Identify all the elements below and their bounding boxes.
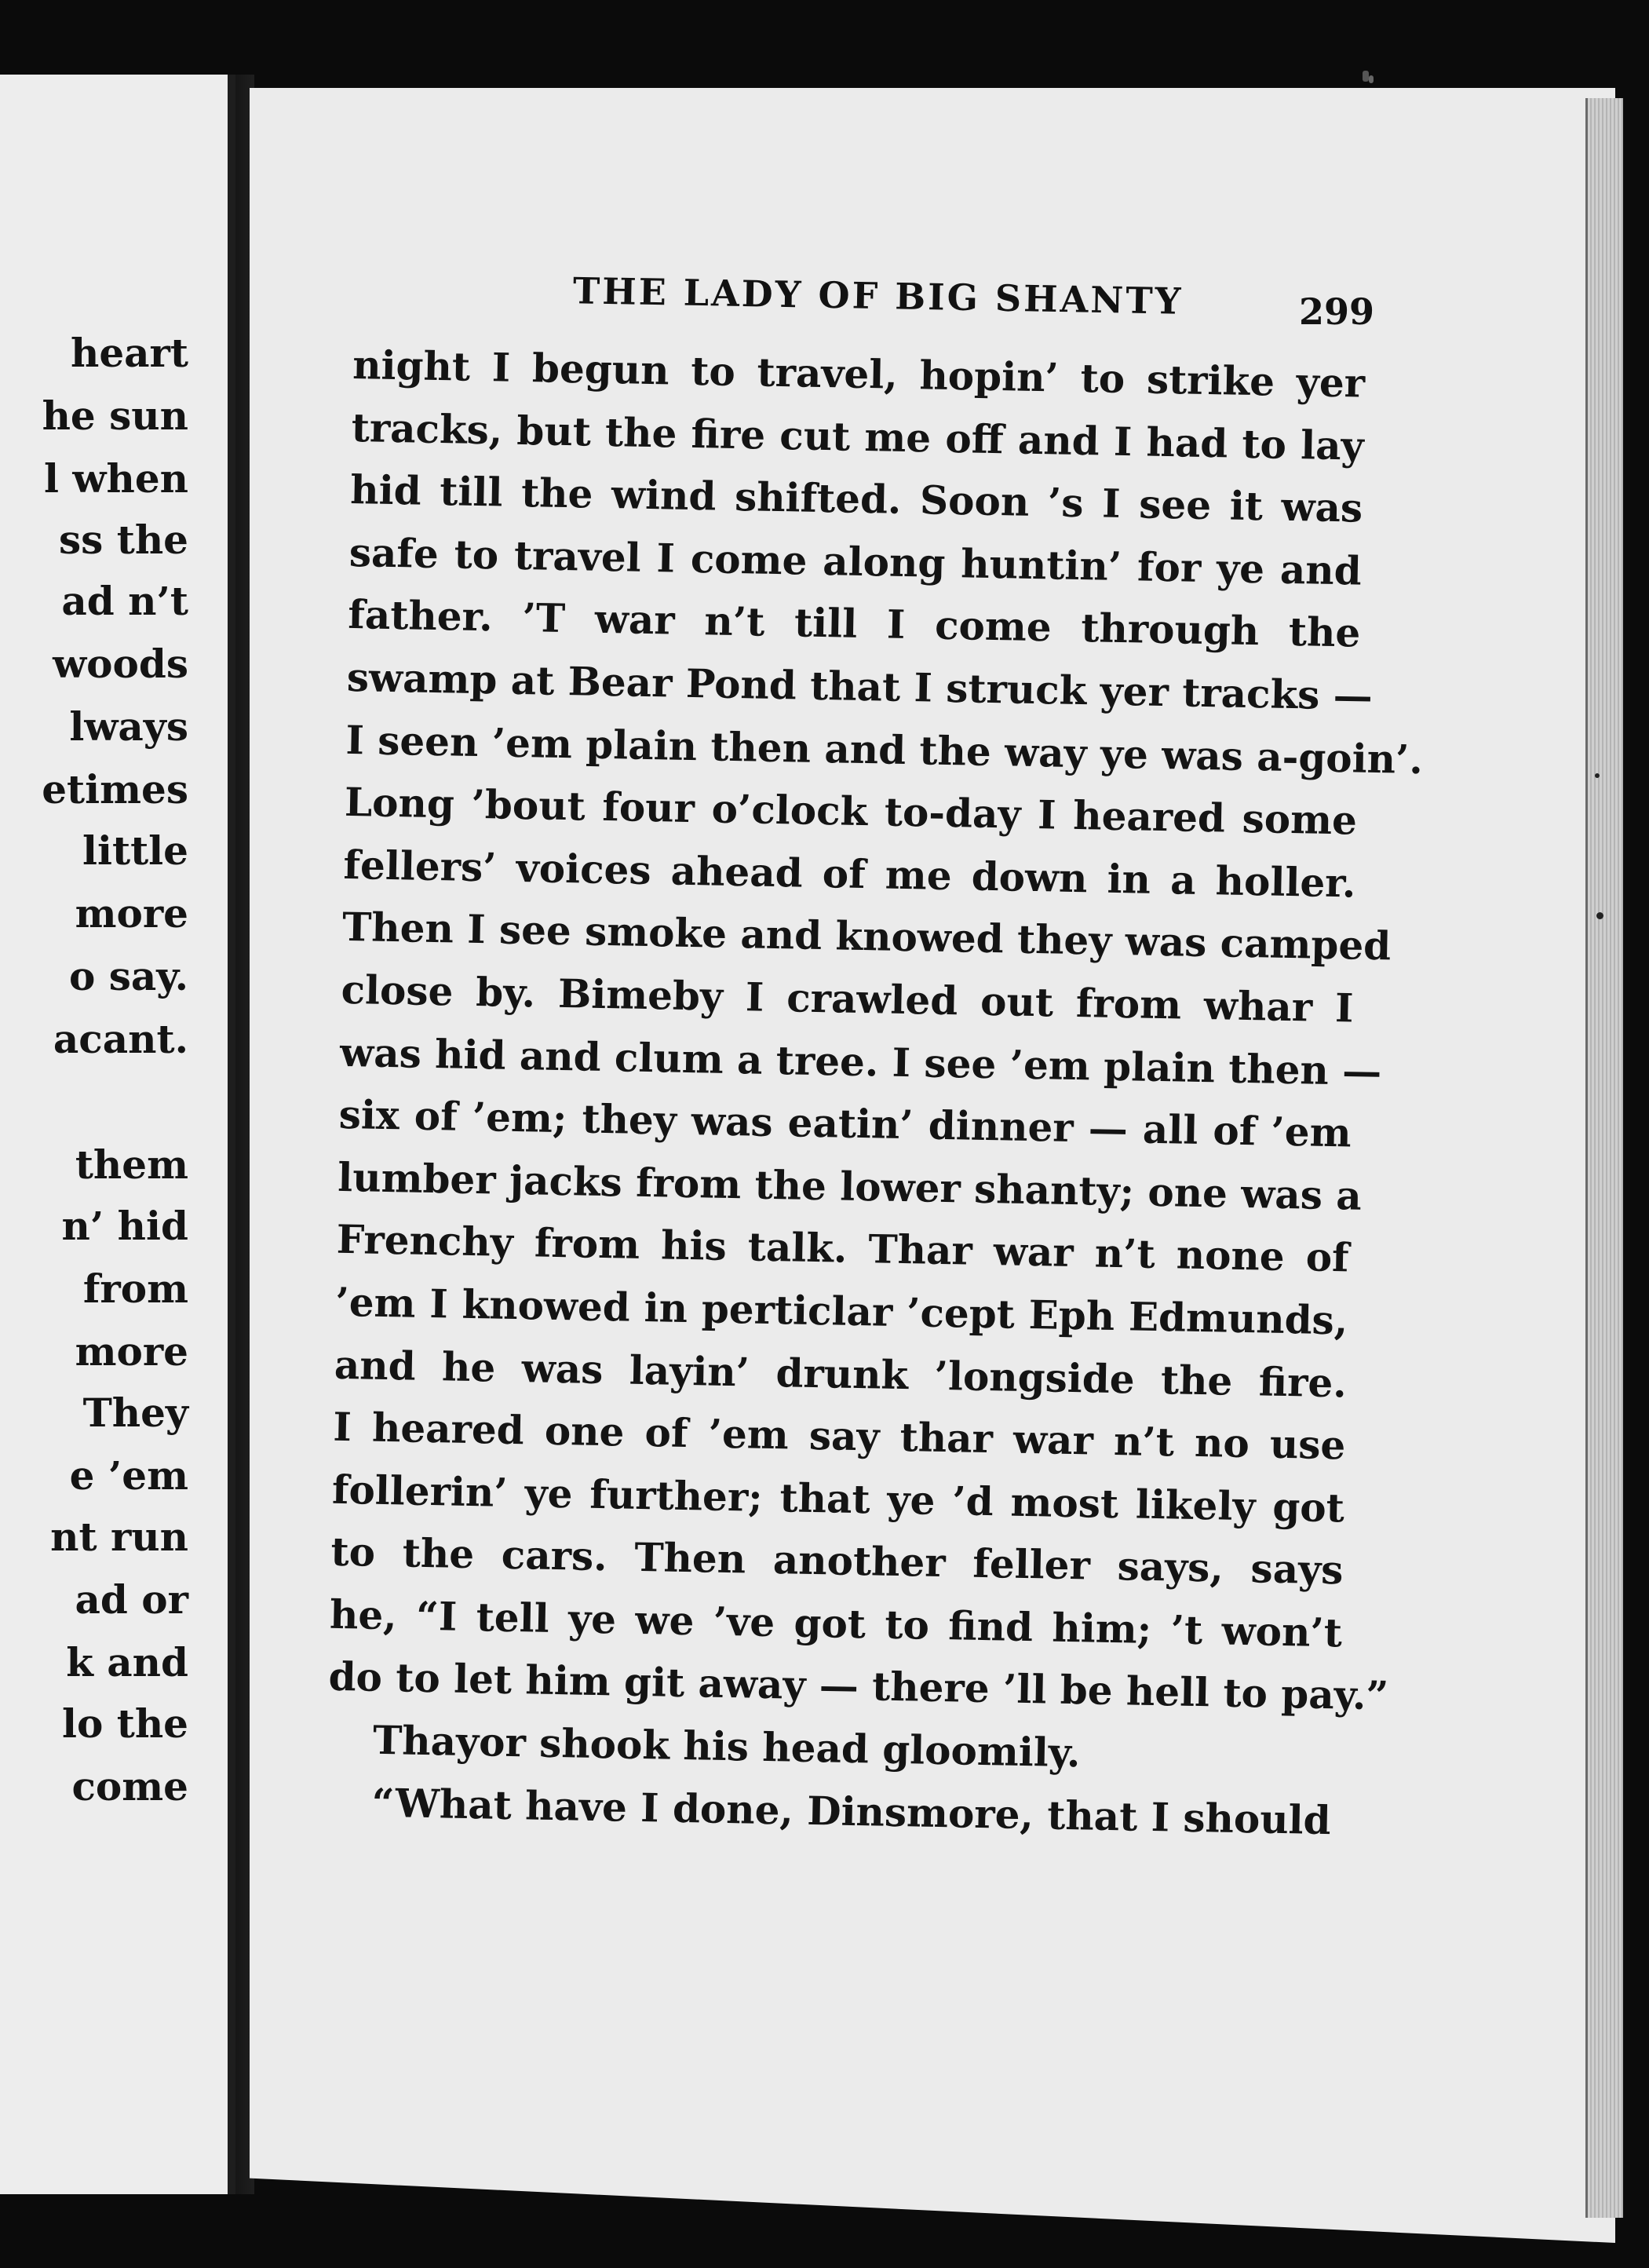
text-line: do to let him git away — there ’ll be hell to pay.” bbox=[328, 1653, 1389, 1719]
left-page-line: e ’em bbox=[69, 1452, 188, 1499]
left-page-line: o say. bbox=[68, 953, 188, 999]
left-page-line: lways bbox=[69, 703, 188, 750]
left-page-line: from bbox=[82, 1265, 188, 1312]
left-page-line: etimes bbox=[42, 766, 188, 813]
text-line: tracks, but the fire cut me off and I had to lay bbox=[351, 404, 1365, 469]
left-page-line: ad or bbox=[75, 1576, 188, 1623]
left-page-line: he sun bbox=[42, 393, 188, 439]
left-page-line: ss the bbox=[59, 517, 188, 563]
running-header: THE LADY OF BIG SHANTY bbox=[572, 269, 1184, 323]
left-page-line: nt run bbox=[50, 1514, 188, 1560]
page-number: 299 bbox=[1299, 290, 1375, 333]
left-page-line: more bbox=[75, 1328, 188, 1375]
left-page-line: more bbox=[75, 890, 188, 937]
left-page-line: k and bbox=[66, 1639, 188, 1685]
left-page-line: ad n’t bbox=[61, 578, 188, 624]
left-page-line: n’ hid bbox=[61, 1203, 188, 1249]
text-line: lumber jacks from the lower shanty; one was a bbox=[337, 1153, 1363, 1219]
text-line: fellers’ voices ahead of me down in a holler. bbox=[343, 841, 1356, 907]
left-page-line: heart bbox=[71, 330, 188, 376]
scan-speck bbox=[1358, 63, 1381, 94]
text-line: close by. Bimeby I crawled out from whar I bbox=[341, 966, 1355, 1032]
left-page-line: little bbox=[82, 827, 188, 874]
text-line: follerin’ ye further; that ye ’d most likely got bbox=[331, 1466, 1345, 1532]
text-line: hid till the wind shifted. Soon ’s I see it was bbox=[349, 466, 1363, 531]
body-text bbox=[326, 334, 1424, 1852]
text-line: Thayor shook his head gloomily. bbox=[372, 1716, 1082, 1777]
margin-speck bbox=[1595, 773, 1600, 778]
left-page-line: lo the bbox=[61, 1700, 188, 1747]
text-line: swamp at Bear Pond that I struck yer tracks — bbox=[346, 653, 1374, 719]
left-page-line: woods bbox=[53, 641, 188, 687]
text-line: safe to travel I come along huntin’ for ye and bbox=[348, 528, 1363, 594]
left-page-line: come bbox=[71, 1763, 188, 1810]
text-line: night I begun to travel, hopin’ to strike yer bbox=[352, 341, 1366, 407]
text-line: I heared one of ’em say thar war n’t no use bbox=[332, 1403, 1346, 1469]
left-page-line: acant. bbox=[53, 1016, 188, 1062]
left-page bbox=[0, 75, 235, 2194]
text-line: ’em I knowed in perticlar ’cept Eph Edmunds, bbox=[334, 1278, 1348, 1344]
left-page-line: l when bbox=[44, 455, 188, 502]
text-line: was hid and clum a tree. I see ’em plain then — bbox=[339, 1028, 1382, 1094]
text-line: father. ’T war n’t till I come through the bbox=[347, 591, 1361, 656]
text-line: “What have I done, Dinsmore, that I should bbox=[371, 1779, 1332, 1843]
text-line: I seen ’em plain then and the way ye was a-goin’. bbox=[345, 716, 1424, 783]
text-line: Long ’bout four o’clock to-day I heared some bbox=[344, 779, 1358, 844]
text-line: he, “I tell ye we ’ve got to find him; ’t won’t bbox=[329, 1591, 1343, 1656]
text-line: Frenchy from his talk. Thar war n’t none of bbox=[336, 1216, 1350, 1281]
text-line: and he was layin’ drunk ’longside the fire. bbox=[334, 1341, 1348, 1406]
left-page-line: They bbox=[82, 1390, 188, 1436]
text-line: Then I see smoke and knowed they was camped bbox=[341, 904, 1392, 970]
page-edge bbox=[1585, 98, 1623, 2218]
margin-speck bbox=[1596, 912, 1603, 919]
left-page-line: them bbox=[75, 1141, 188, 1188]
text-line: six of ’em; they was eatin’ dinner — all of ’em bbox=[338, 1090, 1352, 1156]
text-line: to the cars. Then another feller says, says bbox=[330, 1528, 1344, 1594]
